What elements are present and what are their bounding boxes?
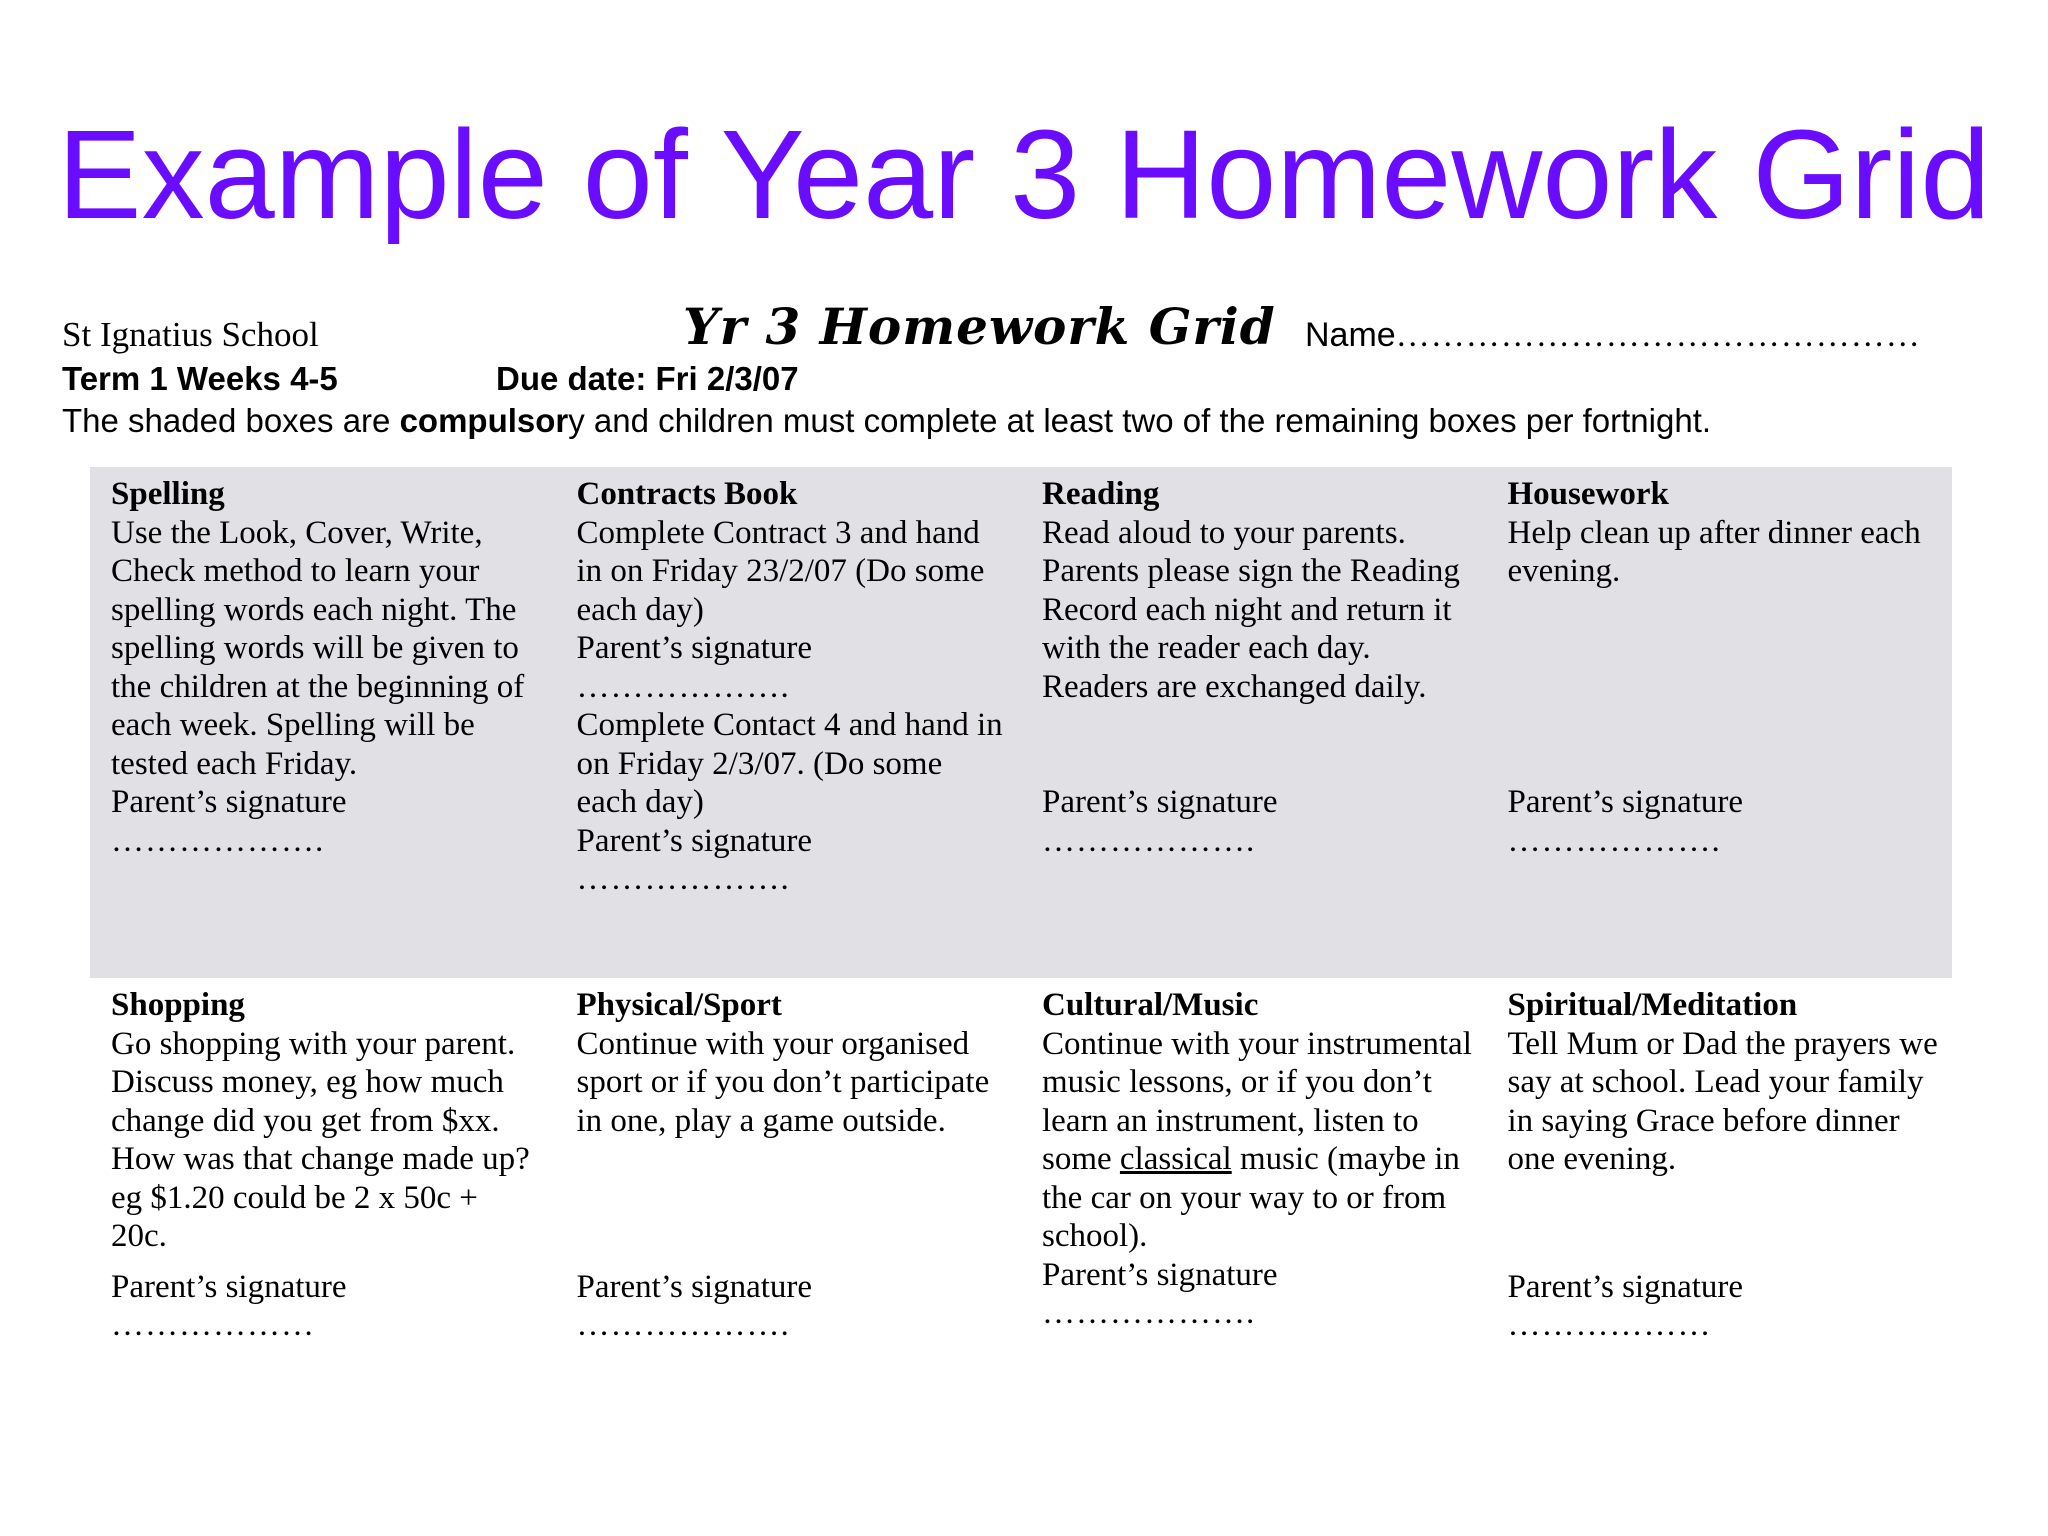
cell-spiritual-meditation [1487, 978, 1953, 1398]
term-label: Term 1 Weeks 4-5 [62, 360, 338, 397]
instructions [62, 399, 1711, 443]
cell-title: Cultural/Music [1042, 987, 1259, 1023]
signature-label-second: Parent’s signature [576, 822, 813, 859]
signature-line: ………………. [576, 668, 790, 705]
instructions-pre: The shaded boxes are [62, 402, 400, 439]
name-label: Name [1305, 316, 1396, 354]
signature-label: Parent’s signature [111, 784, 347, 820]
school-name: St Ignatius School [62, 315, 319, 354]
signature-label: Parent’s signature [576, 630, 813, 666]
cell-housework [1487, 467, 1953, 978]
cell-title: Shopping [111, 987, 245, 1023]
signature-line: ……………… [111, 1307, 315, 1343]
instructions-post: y and children must complete at least two of the remaining boxes per fortnight. [568, 402, 1712, 439]
cell-text: Help clean up after dinner each evening. [1507, 514, 1921, 589]
optional-row [90, 978, 1952, 1398]
signature-label: Parent’s signature [1042, 1256, 1278, 1293]
signature-label: Parent’s signature [1507, 1268, 1744, 1305]
signature-line: ………………. [1042, 822, 1256, 859]
signature-line: ……………… [1507, 1307, 1712, 1343]
cell-contracts-book [556, 467, 1022, 978]
homework-grid [90, 467, 1952, 1398]
slide-title: Example of Year 3 Homework Grid [57, 104, 1991, 245]
cell-text [1042, 1025, 1473, 1256]
cell-cultural-music [1021, 978, 1487, 1398]
name-dots: ……………………………………… [1395, 317, 1921, 354]
cell-title: Physical/Sport [576, 987, 782, 1023]
cell-title: Contracts Book [576, 476, 798, 512]
cell-reading [1021, 467, 1487, 978]
cell-text-second: Complete Contact 4 and hand in on Friday 2/3/07. (Do some each day) [576, 707, 1003, 820]
due-date: Due date: Fri 2/3/07 [496, 360, 799, 397]
cell-text-pre: Continue with your instrumental music lessons, or if you don’t learn an instrument, listen to some [1042, 1025, 1472, 1177]
cell-shopping [90, 978, 556, 1398]
cell-text: Continue with your organised sport or if you don’t participate in one, play a game outside. [576, 1025, 990, 1139]
cell-text: Use the Look, Cover, Write, Check method to learn your spelling words each night. The spelling words will be given to the children at the beginning of each week. Spelling will be tested each Friday. [111, 514, 525, 782]
signature-label: Parent’s signature [1507, 784, 1744, 820]
cell-text: Complete Contract 3 and hand in on Friday 23/2/07 (Do some each day) [576, 514, 985, 628]
cell-text: Go shopping with your parent. Discuss money, eg how much change did you get from $xx. How was that change made up? eg $1.20 could be 2 x 50c + 20c. [111, 1025, 530, 1254]
signature-line-second: ………………. [576, 861, 790, 897]
signature-label: Parent’s signature [576, 1268, 813, 1305]
signature-line: ………………. [1507, 822, 1721, 859]
signature-line: ………………. [111, 822, 325, 859]
compulsory-row [90, 467, 1952, 978]
grid-heading: Yr 3 Homework Grid [683, 297, 1276, 356]
instructions-bold: compulsor [399, 402, 569, 439]
cell-title: Spiritual/Meditation [1507, 987, 1798, 1023]
cell-text: Tell Mum or Dad the prayers we say at school. Lead your family in saying Grace before dinner one evening. [1507, 1025, 1938, 1177]
cell-text: Read aloud to your parents. Parents please sign the Reading Record each night and return it with the reader each day. Readers are exchanged daily. [1042, 514, 1460, 705]
signature-line: ………………. [1042, 1295, 1256, 1331]
signature-line: ………………. [576, 1307, 790, 1343]
cell-physical-sport [556, 978, 1022, 1398]
cell-title: Housework [1507, 476, 1669, 512]
name-field [1305, 313, 1921, 358]
cell-text-post: music (maybe in the car on your way to or from school). [1042, 1141, 1460, 1254]
cell-title: Reading [1042, 476, 1160, 512]
cell-title: Spelling [111, 476, 225, 512]
signature-label: Parent’s signature [111, 1268, 347, 1305]
signature-label: Parent’s signature [1042, 784, 1278, 820]
cell-text-underlined: classical [1119, 1141, 1232, 1177]
cell-spelling [90, 467, 556, 978]
